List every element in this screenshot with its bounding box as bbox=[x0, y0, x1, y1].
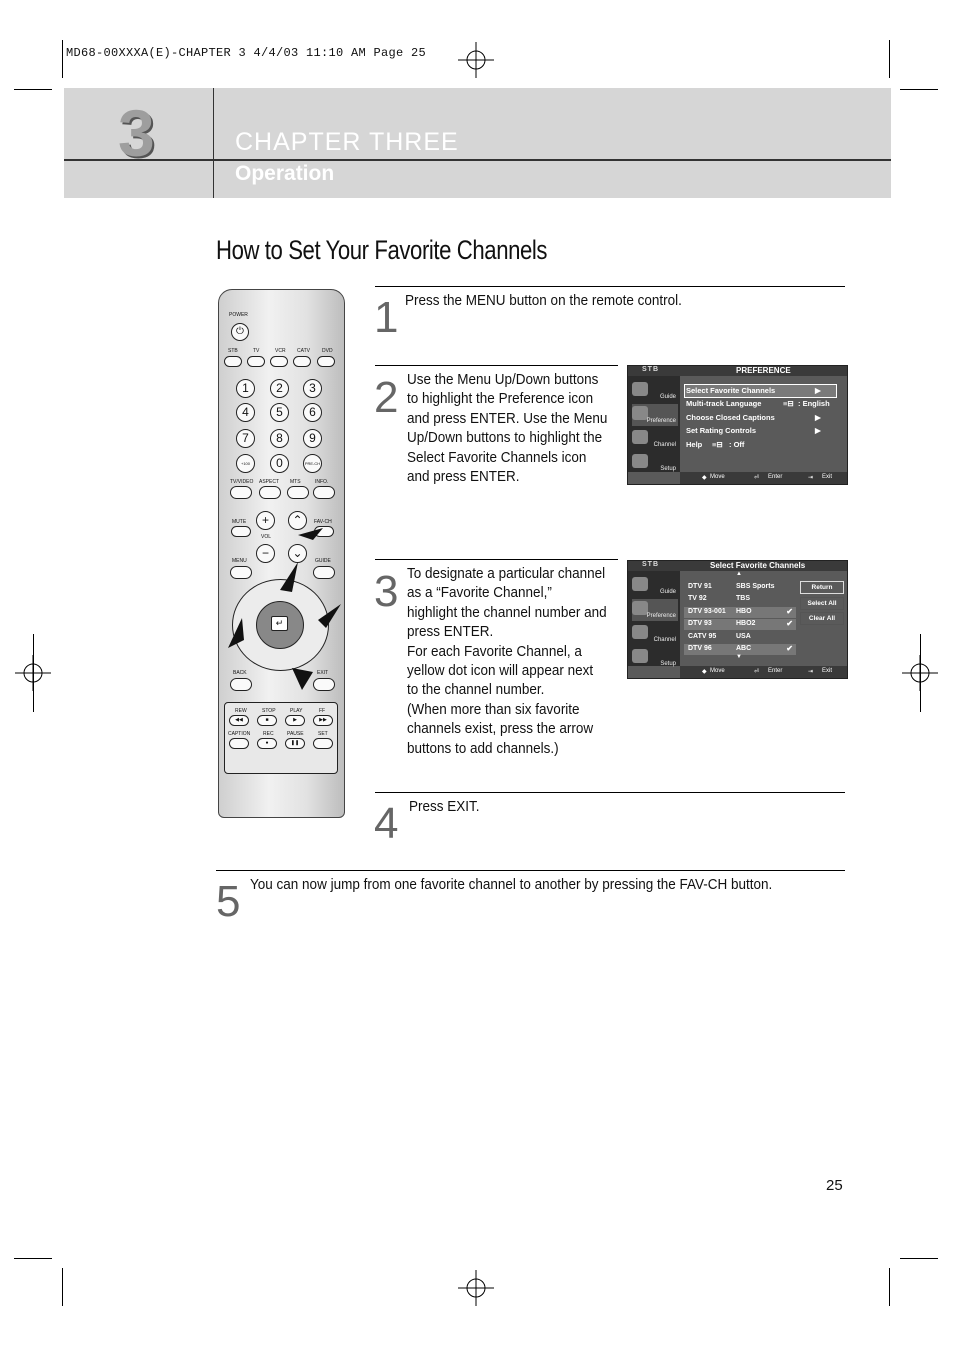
channel-row[interactable]: DTV 96 ABC ✔ bbox=[684, 644, 796, 655]
stop-button[interactable]: ■ bbox=[257, 715, 277, 726]
source-label: VCR bbox=[275, 348, 286, 354]
crop-mark bbox=[14, 89, 52, 90]
step-number: 1 bbox=[374, 293, 399, 342]
channel-row[interactable]: TV 92 TBS bbox=[688, 595, 750, 602]
channel-row[interactable]: DTV 93-001 HBO ✔ bbox=[684, 607, 796, 618]
digit-button[interactable]: 2 bbox=[270, 379, 289, 398]
sidebar-item-guide[interactable]: Guide bbox=[632, 575, 678, 597]
footer-bar bbox=[680, 472, 847, 484]
page-number: 25 bbox=[826, 1177, 843, 1194]
button-label: INFO. bbox=[315, 479, 329, 485]
divider bbox=[375, 365, 618, 366]
button-label: EXIT bbox=[317, 670, 329, 676]
stb-button[interactable] bbox=[224, 356, 242, 367]
step-number: 4 bbox=[374, 799, 399, 848]
channel-down-button[interactable]: ⌄ bbox=[288, 544, 307, 563]
divider bbox=[64, 159, 891, 161]
preference-icon bbox=[632, 406, 648, 420]
footer-exit: Exit bbox=[822, 474, 833, 480]
crop-mark bbox=[900, 1258, 938, 1259]
channel-row[interactable]: DTV 91 SBS Sports bbox=[688, 583, 775, 590]
step-text: Press EXIT. bbox=[409, 798, 480, 815]
footer-bar bbox=[680, 666, 847, 678]
sidebar-item-guide[interactable]: Guide bbox=[632, 380, 678, 402]
button-label: MUTE bbox=[232, 519, 247, 525]
channel-icon bbox=[632, 430, 648, 444]
button-label: GUIDE bbox=[315, 558, 331, 564]
registration-mark-icon bbox=[458, 1270, 494, 1306]
button-label: CAPTION bbox=[228, 731, 251, 737]
stb-logo: STB bbox=[642, 366, 659, 373]
button-label: BACK bbox=[233, 670, 247, 676]
chapter-banner bbox=[64, 88, 891, 159]
submenu-arrow-icon: ▶ bbox=[815, 413, 821, 422]
source-label: CATV bbox=[297, 348, 310, 354]
chapter-number: 3 bbox=[118, 96, 155, 170]
vcr-button[interactable] bbox=[270, 356, 288, 367]
step-text: To designate a particular channel as a “Favorite Channel,” highlight the channel number and press ENTER. For each Favorite Channel, a yellow dot icon will appear next to the channel number. (When more than six favorite channels exist, press the arrow buttons to add channels.) bbox=[407, 565, 607, 757]
crop-mark bbox=[889, 1268, 890, 1306]
footer-exit: Exit bbox=[822, 668, 833, 674]
digit-button[interactable]: 6 bbox=[303, 403, 322, 422]
tv-button[interactable] bbox=[247, 356, 265, 367]
guide-icon bbox=[632, 577, 648, 591]
sidebar-item-channel[interactable]: Channel bbox=[632, 428, 678, 450]
volume-up-button[interactable]: + bbox=[256, 511, 275, 530]
step-text: You can now jump from one favorite channel to another by pressing the FAV-CH button. bbox=[250, 876, 773, 893]
chapter-banner-lower bbox=[64, 161, 891, 198]
volume-down-button[interactable]: − bbox=[256, 544, 275, 563]
registration-mark-icon bbox=[15, 655, 51, 691]
arrow-icon bbox=[292, 668, 313, 690]
favorite-check-icon: ✔ bbox=[786, 619, 793, 628]
pointer-arrows bbox=[218, 500, 353, 700]
plus100-button[interactable]: +100 bbox=[236, 454, 255, 473]
record-button[interactable]: ● bbox=[257, 738, 277, 749]
step-number: 3 bbox=[374, 567, 399, 616]
print-header: MD68-00XXXA(E)-CHAPTER 3 4/4/03 11:10 AM Page 25 bbox=[66, 46, 427, 60]
digit-button[interactable]: 1 bbox=[236, 379, 255, 398]
divider bbox=[213, 88, 214, 198]
exit-icon: ⇥ bbox=[808, 475, 814, 481]
digit-button[interactable]: 9 bbox=[303, 429, 322, 448]
arrow-icon bbox=[228, 618, 244, 648]
arrow-icon bbox=[280, 562, 298, 592]
preference-icon bbox=[632, 601, 648, 615]
footer-move: Move bbox=[710, 668, 725, 674]
favorite-check-icon: ✔ bbox=[786, 607, 793, 616]
clear-all-button[interactable]: Clear All bbox=[800, 612, 844, 625]
step-number: 5 bbox=[216, 877, 241, 926]
button-label: PLAY bbox=[290, 708, 303, 714]
digit-button[interactable]: 5 bbox=[270, 403, 289, 422]
select-all-button[interactable]: Select All bbox=[800, 597, 844, 610]
chapter-subtitle: Operation bbox=[235, 162, 335, 185]
favorite-check-icon: ✔ bbox=[786, 644, 793, 653]
arrow-icon bbox=[298, 528, 323, 540]
menu-header: Select Favorite Channels bbox=[710, 561, 806, 570]
setup-icon bbox=[632, 649, 648, 663]
power-label: POWER bbox=[229, 312, 248, 318]
button-label: TV/VIDEO bbox=[230, 479, 254, 485]
pause-button[interactable]: ❚❚ bbox=[285, 738, 305, 749]
footer-enter: Enter bbox=[768, 668, 783, 674]
exit-icon: ⇥ bbox=[808, 669, 814, 675]
setup-icon bbox=[632, 454, 648, 468]
channel-up-button[interactable]: ⌃ bbox=[288, 511, 307, 530]
digit-button[interactable]: 4 bbox=[236, 403, 255, 422]
button-label: STOP bbox=[262, 708, 276, 714]
menu-value: : Off bbox=[729, 440, 745, 449]
channel-icon bbox=[632, 625, 648, 639]
info-button[interactable] bbox=[313, 486, 335, 499]
mts-button[interactable] bbox=[287, 486, 309, 499]
scroll-down-icon[interactable]: ▼ bbox=[736, 654, 742, 660]
source-label: DVD bbox=[322, 348, 333, 354]
enter-icon: ↵ bbox=[271, 616, 288, 631]
chapter-title: CHAPTER THREE bbox=[235, 128, 459, 156]
tv-screen-favorite-channels bbox=[627, 560, 848, 679]
step-text: Use the Menu Up/Down buttons to highlight the Preference icon and press ENTER. Use the Menu Up/Down buttons to highlight the Select Favorite Channels icon and press ENTER. bbox=[407, 371, 608, 486]
enter-icon: ⏎ bbox=[754, 475, 760, 481]
source-label: TV bbox=[253, 348, 260, 354]
divider bbox=[375, 792, 845, 793]
button-label: PAUSE bbox=[287, 731, 304, 737]
button-label: MTS bbox=[290, 479, 301, 485]
menu-item-multitrack[interactable]: Multi-track Language bbox=[686, 399, 762, 408]
registration-mark-icon bbox=[458, 42, 494, 78]
button-label: REC bbox=[263, 731, 274, 737]
button-label: FAV-CH bbox=[314, 519, 332, 525]
crop-mark bbox=[14, 1258, 52, 1259]
power-button[interactable]: ⏻ bbox=[231, 323, 249, 341]
language-icon: ≡⊟ bbox=[783, 399, 794, 408]
menu-item-rating[interactable]: Set Rating Controls bbox=[686, 426, 757, 435]
footer-enter: Enter bbox=[768, 474, 783, 480]
digit-button[interactable]: 0 bbox=[270, 454, 289, 473]
arrow-icon bbox=[318, 604, 341, 628]
crop-mark bbox=[62, 1268, 63, 1306]
play-button[interactable]: ▶ bbox=[285, 715, 305, 726]
digit-button[interactable]: 8 bbox=[270, 429, 289, 448]
sidebar-item-channel[interactable]: Channel bbox=[632, 623, 678, 645]
digit-button[interactable]: 7 bbox=[236, 429, 255, 448]
sidebar-item-setup[interactable]: Setup bbox=[632, 647, 678, 669]
menu-item-help[interactable]: Help bbox=[686, 440, 703, 449]
catv-button[interactable] bbox=[293, 356, 311, 367]
enter-icon: ⏎ bbox=[754, 669, 760, 675]
divider bbox=[375, 559, 618, 560]
scroll-up-icon[interactable]: ▲ bbox=[736, 571, 742, 577]
return-button[interactable]: Return bbox=[800, 581, 844, 594]
button-label: FF bbox=[319, 708, 326, 714]
page-title: How to Set Your Favorite Channels bbox=[216, 235, 548, 265]
rewind-button[interactable]: ◀◀ bbox=[229, 715, 249, 726]
help-icon: ≡⊟ bbox=[712, 440, 723, 449]
set-button[interactable] bbox=[313, 738, 333, 749]
button-label: MENU bbox=[232, 558, 247, 564]
footer-move: Move bbox=[710, 474, 725, 480]
menu-value: : English bbox=[798, 399, 830, 408]
submenu-arrow-icon: ▶ bbox=[815, 386, 821, 395]
pre-ch-button[interactable]: PRE-CH bbox=[303, 454, 322, 473]
caption-button[interactable] bbox=[229, 738, 249, 749]
digit-button[interactable]: 3 bbox=[303, 379, 322, 398]
button-label: REW bbox=[235, 708, 247, 714]
button-label: ASPECT bbox=[259, 479, 280, 485]
crop-mark bbox=[900, 89, 938, 90]
tv-screen-preference bbox=[627, 365, 848, 485]
dvd-button[interactable] bbox=[317, 356, 335, 367]
channel-row[interactable]: DTV 93 HBO2 ✔ bbox=[684, 619, 796, 630]
sidebar-item-preference[interactable]: Preference bbox=[632, 404, 678, 426]
sidebar-item-preference[interactable]: Preference bbox=[632, 599, 678, 621]
submenu-arrow-icon: ▶ bbox=[815, 426, 821, 435]
stb-logo: STB bbox=[642, 561, 659, 568]
move-icon: ◆ bbox=[702, 475, 707, 481]
sidebar-item-setup[interactable]: Setup bbox=[632, 452, 678, 474]
menu-item-select-favorite[interactable]: Select Favorite Channels bbox=[686, 386, 776, 395]
tv-video-button[interactable] bbox=[230, 486, 252, 499]
menu-header: PREFERENCE bbox=[736, 366, 791, 375]
move-icon: ◆ bbox=[702, 669, 707, 675]
button-label: SET bbox=[318, 731, 328, 737]
crop-mark bbox=[889, 40, 890, 78]
guide-icon bbox=[632, 382, 648, 396]
divider bbox=[216, 870, 845, 871]
step-text: Press the MENU button on the remote control. bbox=[405, 292, 682, 309]
button-label: VOL bbox=[261, 534, 272, 540]
aspect-button[interactable] bbox=[259, 486, 281, 499]
source-label: STB bbox=[228, 348, 238, 354]
divider bbox=[375, 286, 845, 287]
registration-mark-icon bbox=[902, 655, 938, 691]
crop-mark bbox=[62, 40, 63, 78]
fast-forward-button[interactable]: ▶▶ bbox=[313, 715, 333, 726]
step-number: 2 bbox=[374, 373, 399, 422]
menu-item-closed-captions[interactable]: Choose Closed Captions bbox=[686, 413, 775, 422]
channel-row[interactable]: CATV 95 USA bbox=[688, 633, 751, 640]
